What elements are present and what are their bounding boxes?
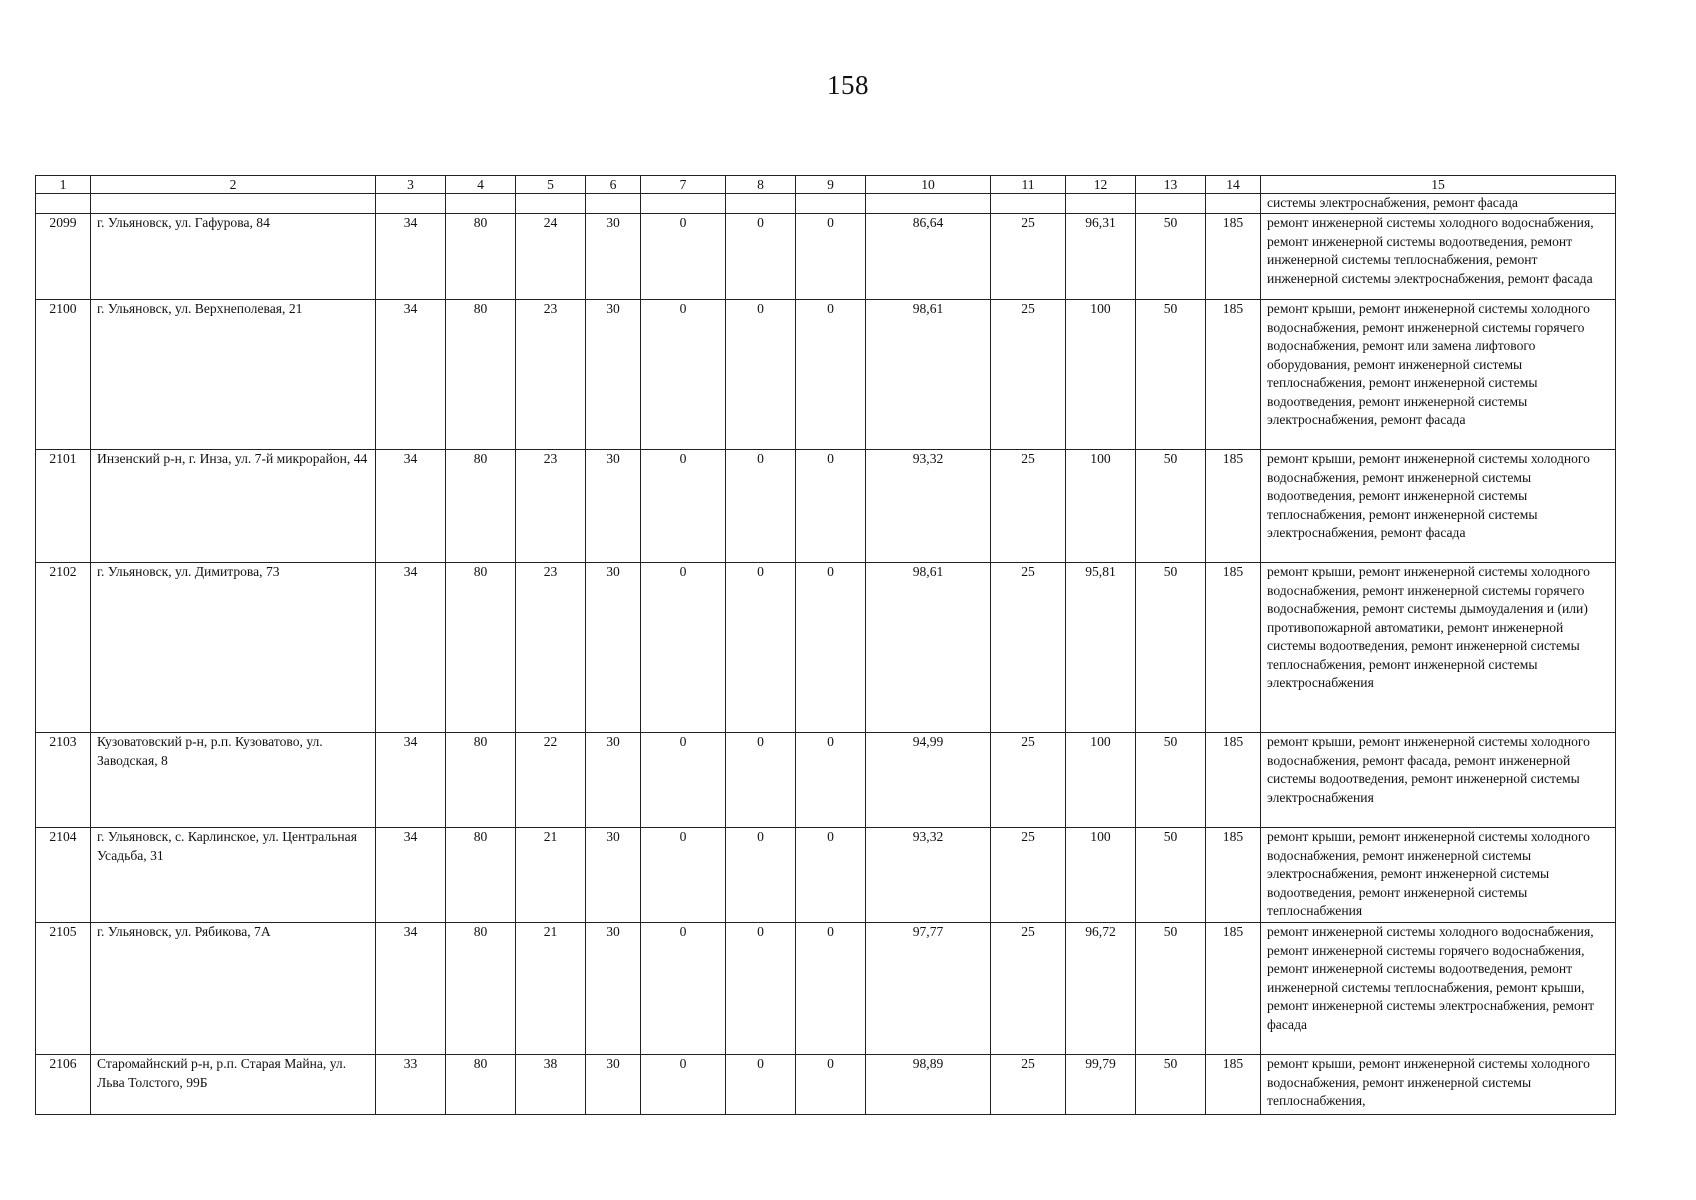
column-header: 7	[641, 176, 726, 194]
cell-col-5: 23	[516, 450, 586, 563]
cell-col-7: 0	[641, 214, 726, 300]
cell-col-11: 25	[991, 300, 1066, 450]
cell-col-3: 34	[376, 214, 446, 300]
row-works: ремонт крыши, ремонт инженерной системы холодного водоснабжения, ремонт инженерной системы водоотведения, ремонт инженерной системы теплоснабжения, ремонт инженерной системы электроснабжения, ремонт фасада	[1261, 450, 1616, 563]
cell-col-6: 30	[586, 563, 641, 733]
cell-col-8: 0	[726, 450, 796, 563]
column-header: 2	[91, 176, 376, 194]
column-header: 1	[36, 176, 91, 194]
cell-col-5: 23	[516, 563, 586, 733]
row-works: ремонт крыши, ремонт инженерной системы холодного водоснабжения, ремонт инженерной системы теплоснабжения,	[1261, 1055, 1616, 1115]
cell-col-14: 185	[1206, 923, 1261, 1055]
cell-col-14: 185	[1206, 828, 1261, 923]
cell-col-3: 34	[376, 923, 446, 1055]
column-header: 5	[516, 176, 586, 194]
cell-col-11: 25	[991, 828, 1066, 923]
cell-col-7: 0	[641, 300, 726, 450]
cell-col-8: 0	[726, 733, 796, 828]
cell-col-11: 25	[991, 1055, 1066, 1115]
cell-col-7: 0	[641, 828, 726, 923]
cell-col-7: 0	[641, 1055, 726, 1115]
row-id: 2100	[36, 300, 91, 450]
cell-col-7: 0	[641, 733, 726, 828]
cell-col-10: 98,61	[866, 563, 991, 733]
column-number-row	[36, 176, 1616, 194]
cell-col-9: 0	[796, 1055, 866, 1115]
column-header: 6	[586, 176, 641, 194]
cell-col-4: 80	[446, 300, 516, 450]
row-address: Кузоватовский р-н, р.п. Кузоватово, ул. Заводская, 8	[91, 733, 376, 828]
cell-col-5: 38	[516, 1055, 586, 1115]
cell-col-10: 93,32	[866, 450, 991, 563]
row-id: 2106	[36, 1055, 91, 1115]
cell-col-10: 86,64	[866, 214, 991, 300]
column-header: 11	[991, 176, 1066, 194]
row-works: ремонт инженерной системы холодного водоснабжения, ремонт инженерной системы горячего водоснабжения, ремонт инженерной системы водоотведения, ремонт инженерной системы теплоснабжения, ремонт крыши, ремонт инженерной системы электроснабжения, ремонт фасада	[1261, 923, 1616, 1055]
cell-col-9: 0	[796, 923, 866, 1055]
row-works: ремонт крыши, ремонт инженерной системы холодного водоснабжения, ремонт инженерной системы электроснабжения, ремонт инженерной системы водоотведения, ремонт инженерной системы теплоснабжения	[1261, 828, 1616, 923]
row-address: г. Ульяновск, ул. Верхнеполевая, 21	[91, 300, 376, 450]
cell-col-14: 185	[1206, 214, 1261, 300]
housing-repair-table	[35, 175, 1616, 1115]
column-header: 10	[866, 176, 991, 194]
cell-col-11: 25	[991, 214, 1066, 300]
cell-col-13: 50	[1136, 450, 1206, 563]
cell-col-5: 21	[516, 828, 586, 923]
row-address: г. Ульяновск, ул. Димитрова, 73	[91, 563, 376, 733]
row-works: ремонт крыши, ремонт инженерной системы холодного водоснабжения, ремонт инженерной системы горячего водоснабжения, ремонт или замена лифтового оборудования, ремонт инженерной системы теплоснабжения, ремонт инженерной системы водоотведения, ремонт инженерной системы электроснабжения, ремонт фасада	[1261, 300, 1616, 450]
row-id: 2105	[36, 923, 91, 1055]
row-id: 2104	[36, 828, 91, 923]
cell-col-6: 30	[586, 923, 641, 1055]
cell-col-14: 185	[1206, 300, 1261, 450]
cell-col-6: 30	[586, 828, 641, 923]
cell-col-9: 0	[796, 828, 866, 923]
cell-col-11: 25	[991, 923, 1066, 1055]
cell-col-7: 0	[641, 923, 726, 1055]
table-row	[36, 733, 1616, 828]
row-id: 2103	[36, 733, 91, 828]
cell-col-13: 50	[1136, 733, 1206, 828]
column-header: 3	[376, 176, 446, 194]
cell-col-6: 30	[586, 1055, 641, 1115]
cell-col-13: 50	[1136, 828, 1206, 923]
cell-col-12: 100	[1066, 733, 1136, 828]
table-row	[36, 828, 1616, 923]
cell-col-12: 99,79	[1066, 1055, 1136, 1115]
table-row	[36, 563, 1616, 733]
row-address: Старомайнский р-н, р.п. Старая Майна, ул. Льва Толстого, 99Б	[91, 1055, 376, 1115]
cell-col-8: 0	[726, 1055, 796, 1115]
cell-col-13: 50	[1136, 563, 1206, 733]
cell-col-9: 0	[796, 214, 866, 300]
page-number: 158	[827, 70, 869, 100]
table-row	[36, 923, 1616, 1055]
cell-col-5: 21	[516, 923, 586, 1055]
cell-col-8: 0	[726, 828, 796, 923]
cell-col-9: 0	[796, 733, 866, 828]
cell-col-6: 30	[586, 300, 641, 450]
cell-col-12: 96,31	[1066, 214, 1136, 300]
column-header: 15	[1261, 176, 1616, 194]
cell-col-11: 25	[991, 450, 1066, 563]
row-works: ремонт крыши, ремонт инженерной системы холодного водоснабжения, ремонт фасада, ремонт инженерной системы водоотведения, ремонт инженерной системы электроснабжения	[1261, 733, 1616, 828]
cell-col-5: 23	[516, 300, 586, 450]
cell-col-5: 22	[516, 733, 586, 828]
cell-col-4: 80	[446, 1055, 516, 1115]
column-header: 8	[726, 176, 796, 194]
cell-col-12: 95,81	[1066, 563, 1136, 733]
table-row	[36, 1055, 1616, 1115]
row-address: г. Ульяновск, ул. Рябикова, 7А	[91, 923, 376, 1055]
cell-col-3: 34	[376, 563, 446, 733]
cell-col-7: 0	[641, 450, 726, 563]
continuation-text: системы электроснабжения, ремонт фасада	[1261, 194, 1616, 214]
cell-col-12: 100	[1066, 450, 1136, 563]
cell-col-8: 0	[726, 300, 796, 450]
cell-col-6: 30	[586, 214, 641, 300]
cell-col-14: 185	[1206, 733, 1261, 828]
cell-col-4: 80	[446, 733, 516, 828]
cell-col-3: 34	[376, 300, 446, 450]
row-address: Инзенский р-н, г. Инза, ул. 7-й микрорайон, 44	[91, 450, 376, 563]
cell-col-8: 0	[726, 563, 796, 733]
cell-col-13: 50	[1136, 1055, 1206, 1115]
row-works: ремонт инженерной системы холодного водоснабжения, ремонт инженерной системы водоотведения, ремонт инженерной системы теплоснабжения, ремонт инженерной системы электроснабжения, ремонт фасада	[1261, 214, 1616, 300]
cell-col-12: 100	[1066, 828, 1136, 923]
cell-col-9: 0	[796, 563, 866, 733]
column-header: 12	[1066, 176, 1136, 194]
cell-col-6: 30	[586, 733, 641, 828]
column-header: 4	[446, 176, 516, 194]
row-works: ремонт крыши, ремонт инженерной системы холодного водоснабжения, ремонт инженерной системы горячего водоснабжения, ремонт системы дымоудаления и (или) противопожарной автоматики, ремонт инженерной системы водоотведения, ремонт инженерной системы теплоснабжения, ремонт инженерной системы электроснабжения	[1261, 563, 1616, 733]
cell-col-4: 80	[446, 563, 516, 733]
cell-col-10: 94,99	[866, 733, 991, 828]
cell-col-14: 185	[1206, 1055, 1261, 1115]
cell-col-14: 185	[1206, 450, 1261, 563]
table-row	[36, 450, 1616, 563]
cell-col-10: 97,77	[866, 923, 991, 1055]
cell-col-8: 0	[726, 214, 796, 300]
cell-col-5: 24	[516, 214, 586, 300]
cell-col-11: 25	[991, 733, 1066, 828]
column-header: 13	[1136, 176, 1206, 194]
cell-col-13: 50	[1136, 214, 1206, 300]
cell-col-3: 33	[376, 1055, 446, 1115]
cell-col-9: 0	[796, 450, 866, 563]
column-header: 14	[1206, 176, 1261, 194]
cell-col-4: 80	[446, 450, 516, 563]
column-header: 9	[796, 176, 866, 194]
row-id: 2102	[36, 563, 91, 733]
cell-col-6: 30	[586, 450, 641, 563]
cell-col-13: 50	[1136, 923, 1206, 1055]
table-row	[36, 300, 1616, 450]
row-id: 2101	[36, 450, 91, 563]
cell-col-4: 80	[446, 828, 516, 923]
row-id: 2099	[36, 214, 91, 300]
continuation-row	[36, 194, 1616, 214]
row-address: г. Ульяновск, ул. Гафурова, 84	[91, 214, 376, 300]
table-row	[36, 214, 1616, 300]
cell-col-11: 25	[991, 563, 1066, 733]
cell-col-7: 0	[641, 563, 726, 733]
cell-col-3: 34	[376, 733, 446, 828]
cell-col-10: 93,32	[866, 828, 991, 923]
cell-col-12: 96,72	[1066, 923, 1136, 1055]
cell-col-3: 34	[376, 828, 446, 923]
cell-col-14: 185	[1206, 563, 1261, 733]
cell-col-13: 50	[1136, 300, 1206, 450]
cell-col-4: 80	[446, 923, 516, 1055]
cell-col-12: 100	[1066, 300, 1136, 450]
cell-col-9: 0	[796, 300, 866, 450]
cell-col-3: 34	[376, 450, 446, 563]
cell-col-10: 98,61	[866, 300, 991, 450]
row-address: г. Ульяновск, с. Карлинское, ул. Центральная Усадьба, 31	[91, 828, 376, 923]
cell-col-4: 80	[446, 214, 516, 300]
cell-col-8: 0	[726, 923, 796, 1055]
cell-col-10: 98,89	[866, 1055, 991, 1115]
